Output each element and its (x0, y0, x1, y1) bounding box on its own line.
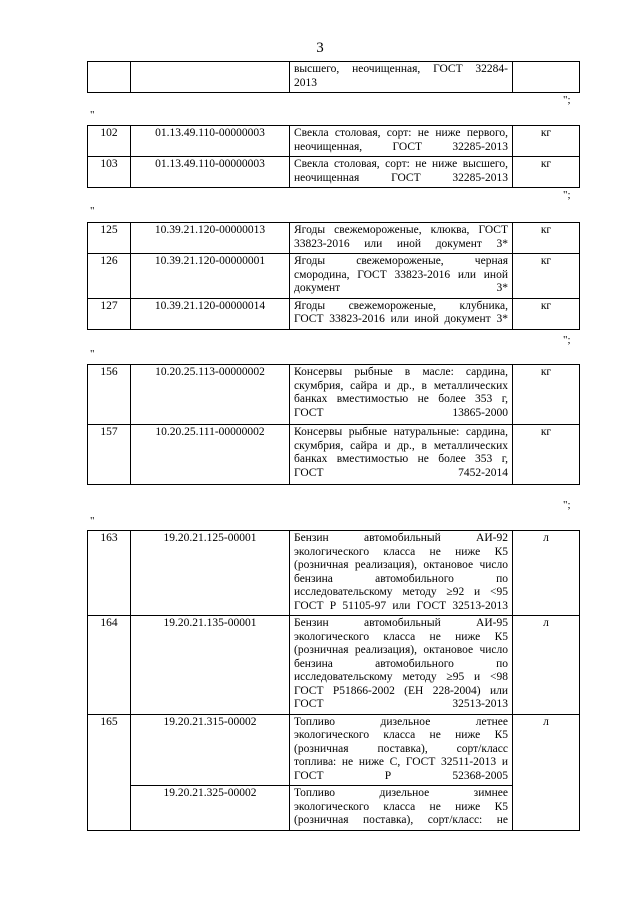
table-row (88, 157, 580, 188)
closing-quote: "; (563, 189, 571, 201)
cell-number: 126 (88, 254, 131, 299)
cell-description: Бензин автомобильный АИ-95 экологического класса не ниже К5 (розничная реализация), октановое число бензина автомобильного по исследовательскому методу ≥95 и <98 ГОСТ Р51866-2002 (ЕН 228-2004) или ГОСТ 32513-2013 (290, 616, 513, 715)
cell-number: 103 (88, 157, 131, 188)
cell-code: 19.20.21.135-00001 (131, 616, 290, 715)
closing-quote: "; (563, 334, 571, 346)
cell-code: 01.13.49.110-00000003 (131, 126, 290, 157)
cell-description: Бензин автомобильный АИ-92 экологического класса не ниже К5 (розничная реализация), октановое число бензина автомобильного по исследовательскому методу ≥92 и <95 ГОСТ Р 51105-97 или ГОСТ 32513-2013 (290, 531, 513, 616)
table-row (88, 365, 580, 425)
table-fragment-5 (87, 530, 580, 831)
cell-number (88, 62, 131, 93)
cell-code: 10.20.25.113-00000002 (131, 365, 290, 425)
cell-number: 125 (88, 223, 131, 254)
table-row (88, 714, 580, 786)
cell-unit: л (513, 616, 580, 715)
cell-unit: кг (513, 298, 580, 329)
table-row (88, 531, 580, 616)
cell-unit: л (513, 531, 580, 616)
cell-description: Консервы рыбные натуральные: сардина, скумбрия, сайра и др., в металлических банках вместимостью не более 353 г, ГОСТ 7452-2014 (290, 425, 513, 485)
cell-number: 165 (88, 714, 131, 830)
cell-number: 163 (88, 531, 131, 616)
cell-unit: л (513, 714, 580, 830)
cell-unit: кг (513, 126, 580, 157)
table-row (88, 425, 580, 485)
cell-code (131, 62, 290, 93)
cell-description: высшего, неочищенная, ГОСТ 32284- 2013 (290, 62, 513, 93)
table-fragment-2 (87, 125, 580, 188)
opening-quote: " (90, 515, 95, 527)
opening-quote: " (90, 348, 95, 360)
cell-description: Свекла столовая, сорт: не ниже первого, неочищенная, ГОСТ 32285-2013 (290, 126, 513, 157)
cell-unit: кг (513, 365, 580, 425)
cell-code: 19.20.21.325-00002 (131, 786, 290, 831)
table-fragment-4 (87, 364, 580, 485)
table-row (88, 254, 580, 299)
cell-description: Ягоды свежемороженые, клубника, ГОСТ 33823-2016 или иной документ 3* (290, 298, 513, 329)
table-row (88, 62, 580, 93)
table-row (88, 126, 580, 157)
cell-unit: кг (513, 254, 580, 299)
cell-code: 10.39.21.120-00000013 (131, 223, 290, 254)
cell-code: 01.13.49.110-00000003 (131, 157, 290, 188)
table-row (88, 223, 580, 254)
cell-number: 164 (88, 616, 131, 715)
cell-number: 157 (88, 425, 131, 485)
cell-number: 102 (88, 126, 131, 157)
page-number: 3 (316, 40, 324, 56)
cell-number: 156 (88, 365, 131, 425)
cell-code: 10.39.21.120-00000014 (131, 298, 290, 329)
cell-description: Свекла столовая, сорт: не ниже высшего, неочищенная ГОСТ 32285-2013 (290, 157, 513, 188)
cell-code: 19.20.21.315-00002 (131, 714, 290, 786)
cell-description: Консервы рыбные в масле: сардина, скумбрия, сайра и др., в металлических банках вместимостью не более 353 г, ГОСТ 13865-2000 (290, 365, 513, 425)
cell-number: 127 (88, 298, 131, 329)
table-row (88, 298, 580, 329)
cell-description: Топливо дизельное зимнее экологического класса не ниже К5 (розничная поставка), сорт/класс: не (290, 786, 513, 831)
cell-description: Топливо дизельное летнее экологического класса не ниже К5 (розничная поставка), сорт/класс топлива: не ниже С, ГОСТ 32511-2013 и ГОСТ Р 52368-2005 (290, 714, 513, 786)
cell-code: 19.20.21.125-00001 (131, 531, 290, 616)
cell-unit: кг (513, 223, 580, 254)
table-row (88, 616, 580, 715)
cell-unit (513, 62, 580, 93)
opening-quote: " (90, 205, 95, 217)
cell-unit: кг (513, 157, 580, 188)
cell-description: Ягоды свежемороженые, черная смородина, ГОСТ 33823-2016 или иной документ 3* (290, 254, 513, 299)
cell-unit: кг (513, 425, 580, 485)
closing-quote: "; (563, 94, 571, 106)
cell-code: 10.39.21.120-00000001 (131, 254, 290, 299)
cell-description: Ягоды свежемороженые, клюква, ГОСТ 33823-2016 или иной документ 3* (290, 223, 513, 254)
table-fragment-1 (87, 61, 580, 93)
closing-quote: "; (563, 499, 571, 511)
table-fragment-3 (87, 222, 580, 330)
opening-quote: " (90, 109, 95, 121)
table-row (88, 786, 580, 831)
cell-code: 10.20.25.111-00000002 (131, 425, 290, 485)
